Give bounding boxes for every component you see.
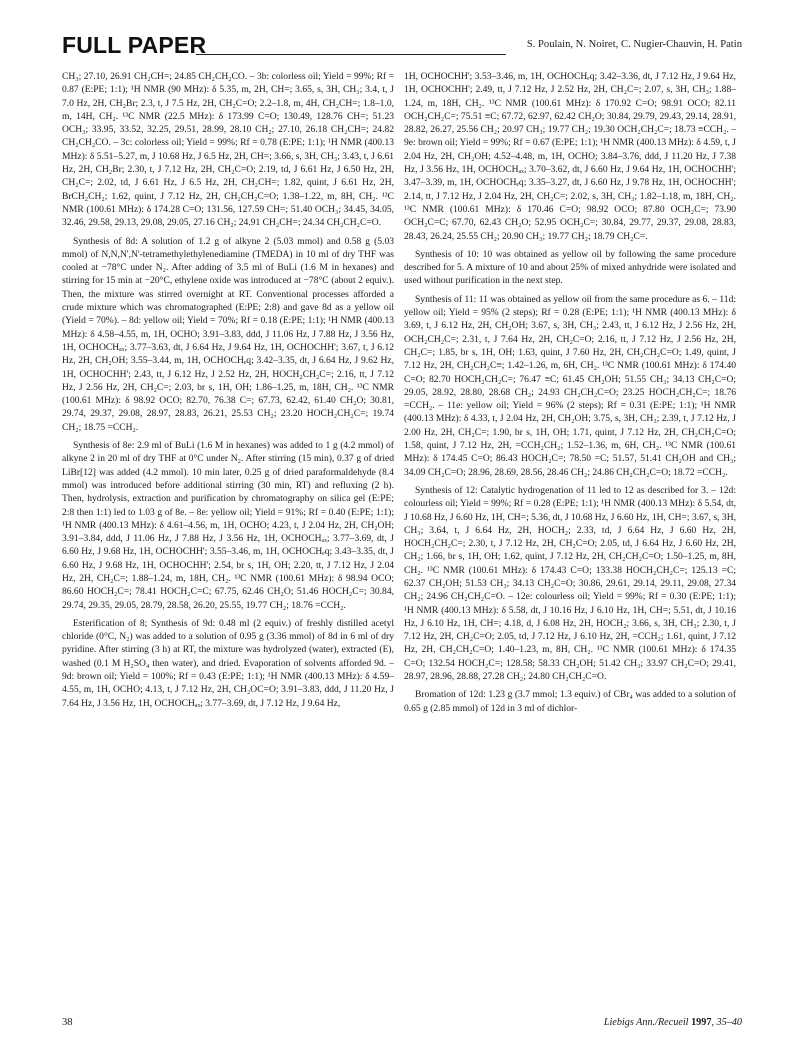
- right-column: [404, 70, 736, 1000]
- journal-year: 1997: [691, 1017, 712, 1028]
- paragraph: Synthesis of 8d: A solution of 1.2 g of alkyne 2 (5.03 mmol) and 0.58 g (5.03 mmol) of N,N,N',N'-tetramethylethylenediamine (TMEDA) in 10 ml of dry THF was cooled at −78°C under N₂. After adding of 3.5 ml of BuLi (1.6 M in hexanes) and stirring for 15 min at −20°C, ethylene oxide was introduced at −78°C (about 2 equiv.). Then, the mixture was stirred overnight at RT. Conventional processes afforded a crude mixture which was chromatographed (E:PE; 2:8) and gave 8d as a yellow oil (Yield = 70%). – 8d: yellow oil; Yield = 70%; Rf = 0.18 (E:PE; 1:1); ¹H NMR (400.13 MHz): δ 4.58–4.55, m, 1H, OCHO; 3.91–3.83, ddd, J 11.06 Hz, J 7.88 Hz, J 3.56 Hz, 1H, OCHOCHₐₓ; 3.77–3.63, dt, J 6.64 Hz, J 9.64 Hz, 1H, OCHOCHH'; 3.67, t, J 6.12 Hz, 2H, CH₂OH; 3.55–3.44, m, 1H, OCHOCHₑq; 3.42–3.35, dt, J 6.64 Hz, J 9.62 Hz, 1H, OCHOCHH'; 2.43, tt, J 6.12 Hz, J 2.52 Hz, 2H, HOCH₂CH₂C=; 2.16, tt, J 7.12 Hz, J 2.56 Hz, 2H, CH₂C=; 2.03, br s, 1H, OH; 1.86–1.25, m, 18H, CH₂. ¹³C NMR (100.61 MHz): δ 98.92 OCO; 82.70, 76.38 C=; 67.73, 62.42, 61.40 CH₂O; 30.81, 29.74, 29.37, 29.08, 28.97, 28.83, 26.21, 25.53 CH₂; 23.20 HOCH₂CH₂C=; 19.74 CH₂; 18.75 =CCH₂.: [62, 235, 394, 433]
- page-header: [62, 32, 742, 62]
- left-column: [62, 70, 394, 1000]
- paragraph: Synthesis of 10: 10 was obtained as yellow oil by following the same procedure described for 5. A mixture of 10 and about 25% of mixed anhydride were isolated and used without purification in the next step.: [404, 248, 736, 287]
- journal-name: Liebigs Ann./Recueil: [603, 1017, 689, 1028]
- paragraph: Synthesis of 8e: 2.9 ml of BuLi (1.6 M in hexanes) was added to 1 g (4.2 mmol) of alkyne 2 in 20 ml of dry THF at 0°C under N₂. After stirring (15 min), 0.37 g of dried LiBr[12] was added (4.2 mmol). 10 min later, 0.25 g of dried paraformaldehyde (8.4 mmol) was introduced before additional stirring (30 min, RT) and refluxing (2 h). Then, hydrolysis, extraction and purification by chromatography on silica gel (E:PE; 2:8 then 1:1) led to 1.03 g of 8e. – 8e: yellow oil; Yield = 91%; Rf = 0.40 (E:PE; 1:1); ¹H NMR (400.13 MHz): δ 4.61–4.56, m, 1H, OCHO; 4.23, t, J 2.04 Hz, 2H, CH₂OH; 3.91–3.84, ddd, J 11.06 Hz, J 7.88 Hz, J 3.56 Hz, 1H, OCHOCHₐₓ; 3.77–3.69, dt, J 6.60 Hz, J 9.68 Hz, 1H, OCHOCHH'; 3.55–3.46, m, 1H, OCHOCHₑq; 3.43–3.35, dt, J 6.60 Hz, J 9.68 Hz, 1H, OCHOCHH'; 2.54, br s, 1H, OH; 2.20, tt, J 7.12 Hz, J 2.04 Hz, 2H, CH₂C=; 1.88–1.24, m, 18H, CH₂. ¹³C NMR (100.61 MHz): δ 98.94 OCO; 86.60 HOCH₂C=; 78.41 HOCH₂C=C; 67.75, 62.46 CH₂O; 51.46 HOCH₂C=; 30.84, 29.74, 29.35, 29.05, 28.79, 28.58, 26.20, 25.55, 19.77 CH₂; 18.76 =CCH₂.: [62, 440, 394, 611]
- section-title: FULL PAPER: [62, 32, 207, 58]
- paragraph: Bromation of 12d: 1.23 g (3.7 mmol; 1.3 equiv.) of CBr₄ was added to a solution of 0.65 g (2.85 mmol) of 12d in 3 ml of dichlor-: [404, 689, 736, 714]
- header-rule: [196, 54, 506, 55]
- header-authors: S. Poulain, N. Noiret, C. Nugier-Chauvin, H. Patin: [526, 39, 742, 50]
- paragraph: 1H, OCHOCHH'; 3.53–3.46, m, 1H, OCHOCHₑq; 3.42–3.36, dt, J 7.12 Hz, J 9.64 Hz, 1H, OCHOCHH'; 2.49, tt, J 7.12 Hz, J 2.52 Hz, 2H, CH₂C=; 2.07, s, 3H, CH₃; 1.88–1.24, m, 18H, CH₂. ¹³C NMR (100.61 MHz): δ 170.92 C=O; 98.91 OCO; 82.11 OCH₂CH₂C=; 75.51 ≡C; 67.72, 62.97, 62.42 CH₂O; 30.84, 29.79, 29.43, 29.14, 28.91, 28.82, 26.27, 25.56 CH₂; 20.97 CH₃; 19.77 CH₂; 19.30 OCH₂CH₂C=; 18.73 ≡CCH₂. – 9e: brown oil; Yield = 99%; Rf = 0.67 (E:PE; 1:1); ¹H NMR (400.13 MHz): δ 4.59, t, J 2.04 Hz, 2H, CH₂OH; 4.52–4.48, m, 1H, OCHO; 3.84–3.76, ddd, J 11.20 Hz, J 7.38 Hz, J 3.56 Hz, 1H, OCHOCHₐₓ; 3.70–3.62, dt, J 6.60 Hz, J 9.64 Hz, 1H, OCHOCHH'; 3.47–3.39, m, 1H, OCHOCHₑq; 3.35–3.27, dt, J 6.60 Hz, J 9.78 Hz, 1H, OCHOCHH'; 2.14, tt, J 7.12 Hz, J 2.04 Hz, 2H, CH₂C=; 2.02, s, 3H, CH₃; 1.82–1.18, m, 18H, CH₂. ¹³C NMR (100.61 MHz): δ 170.46 C=O; 98.92 OCO; 87.80 OCH₂C=; 73.90 OCH₂C=C; 67.70, 62.43 CH₂O; 52.95 OCH₂C=; 30.84, 29.77, 29.37, 29.08, 28.83, 28.43, 26.24, 25.55 CH₂; 20.90 CH₃; 19.77 CH₂; 18.79 CH₂C=.: [404, 71, 736, 242]
- paragraph: CH₃; 27.10, 26.91 CH₂CH=; 24.85 CH₂CH₂CO. – 3b: colorless oil; Yield = 99%; Rf = 0.87 (E:PE; 1:1); ¹H NMR (90 MHz): δ 5.35, m, 2H, CH=; 3.65, s, 3H, CH₃; 3.4, t, J 7.0 Hz, 2H, CH₂Br; 2.3, t, J 7.5 Hz, 2H, CH₂C=O; 2.2–1.8, m, 4H, CH₂CH=; 1.8–1.0, m, 14H, CH₂. ¹³C NMR (22.5 MHz): δ 173.99 C=O; 130.49, 128.76 CH=; 51.23 OCH₃; 33.95, 33.52, 32.25, 29.51, 28.99, 28.10 CH₂; 27.10, 26.18 CH₂CH=; 24.82 CH₂CH₂CO. – 3c: colorless oil; Yield = 99%; Rf = 0.78 (E:PE; 1:1); ¹H NMR (400.13 MHz): δ 5.51–5.27, m, J 10.68 Hz, J 6.5 Hz, 2H, CH=; 3.66, s, 3H, CH₃; 3.43, t, J 6.61 Hz, 2H, CH₂Br; 2.30, t, J 7.12 Hz, 2H, CH₂C=O; 2.19, td, J 6.61 Hz, J 6.50 Hz, 2H, CH₂C=; 2.02, td, J 6.61 Hz, J 6.5 Hz, 2H, CH₂CH=; 1.82, quint, J 6.61 Hz, 2H, BrCH₂CH₂; 1.62, quint, J 7.12 Hz, 2H, CH₂CH₂C=O; 1.38–1.22, m, 8H, CH₂. ¹³C NMR (100.61 MHz): δ 174.28 C=O; 131.56, 127.59 CH=; 51.40 OCH₃; 34.45, 34.05, 32.46, 29.58, 29.13, 29.08, 29.05, 27.16 CH₂; 24.91 CH₂CH=; 24.34 CH₂CH₂C=O.: [62, 71, 394, 229]
- paragraph: Synthesis of 12: Catalytic hydrogenation of 11 led to 12 as described for 3. – 12d: colourless oil; Yield = 99%; Rf = 0.28 (E:PE; 1:1); ¹H NMR (400.13 MHz): δ 5.54, dt, J 10.68 Hz, J 6.60 Hz, 1H, CH=; 5.36, dt, J 10.68 Hz, J 6.60 Hz, 1H, CH=; 3.67, s, 3H, CH₃; 3.64, t, J 6.64 Hz, 2H, HOCH₂; 2.33, td, J 6.64 Hz, J 6.60 Hz, 2H, HOCH₂CH₂C=; 2.30, t, J 7.12 Hz, 2H, CH₂C=O; 2.05, td, J 6.64 Hz, J 6.60 Hz, 2H, CH₂; 1.66, br s, 1H, OH; 1.62, quint, J 7.12 Hz, 2H, CH₂CH₂C=O; 1.50–1.25, m, 8H, CH₂. ¹³C NMR (100.61 MHz): δ 174.43 C=O; 133.38 HOCH₂CH₂C=; 125.13 =C; 62.37 CH₂OH; 51.53 CH₃; 34.13 CH₂C=O; 30.86, 29.61, 29.14, 29.11, 29.08, 27.34 CH₂; 24.96 CH₂CH₂C=O. – 12e: colourless oil; Yield = 99%; Rf = 0.30 (E:PE; 1:1); ¹H NMR (400.13 MHz): δ 5.58, dt, J 10.16 Hz, J 6.10 Hz, 1H, CH=; 5.51, dt, J 10.16 Hz, J 6.10 Hz, 1H, CH=; 4.18, d, J 6.08 Hz, 2H, HOCH₂; 3.66, s, 3H, CH₃; 2.30, t, J 7.12 Hz, 2H, CH₂C=O; 2.05, td, J 7.12 Hz, J 6.10 Hz, 2H, =CCH₂; 1.61, quint, J 7.12 Hz, 2H, CH₂CH₂C=O; 1.40–1.23, m, 8H, CH₂. ¹³C NMR (100.61 MHz): δ 174.35 C=O; 132.54 HOCH₂C=; 128.58; 58.33 CH₂OH; 51.42 CH₃; 33.97 CH₂C=O; 29.41, 28.97, 28.96, 28.88, 27.28 CH₂; 24.80 CH₂CH₂C=O.: [404, 484, 736, 683]
- paragraph: Esterification of 8; Synthesis of 9d: 0.48 ml (2 equiv.) of freshly distilled acetyl chloride (0°C, N₂) was added to a solution of 0.95 g (3.36 mmol) of 8d in 6 ml of dry pyridine. After stirring (3 h) at RT, the mixture was hydrolyzed (water), extracted (E), washed (0.1 M H₂SO₄ then water), and dried. Evaporation of solvents afforded 9d. – 9d: brown oil; Yield = 100%; Rf = 0.43 (E:PE; 1:1); ¹H NMR (400.13 MHz): δ 4.59–4.55, m, 1H, OCHO; 4.13, t, J 7.12 Hz, 2H, CH₂OC=O; 3.91–3.83, ddd, J 11.20 Hz, J 7.64 Hz, J 3.56 Hz, 1H, OCHOCHₐₓ; 3.77–3.69, dt, J 7.12 Hz, J 9.64 Hz,: [62, 617, 394, 709]
- journal-citation: [604, 1017, 742, 1028]
- journal-pages: , 35–40: [711, 1017, 742, 1028]
- page-number: 38: [62, 1017, 73, 1028]
- paragraph: Synthesis of 11: 11 was obtained as yellow oil from the same procedure as 6. – 11d: yellow oil; Yield = 95% (2 steps); Rf = 0.28 (E:PE; 1:1); ¹H NMR (400.13 MHz): δ 3.69, t, J 6.12 Hz, 2H, CH₂OH; 3.67, s, 3H, CH₃; 2.43, tt, J 6.12 Hz, J 2.56 Hz, 2H, OCH₂CH₂C=; 2.31, t, J 7.64 Hz, 2H, CH₂C=O; 2.16, tt, J 7.12 Hz, J 2.56 Hz, 2H, CH₂C=; 1.85, br s, 1H, OH; 1.63, quint, J 7.60 Hz, 2H, CH₂CH₂C=O; 1.49, quint, J 7.12 Hz, 2H, CH₂CH₂C≡; 1.42–1.26, m, 6H, CH₂. ¹³C NMR (100.61 MHz): δ 174.40 C=O; 82.70 HOCH₂CH₂C=; 76.47 ≡C; 61.45 CH₂OH; 51.55 CH₃; 34.13 CH₂C=O; 29.05, 28.92, 28.80, 28.68 CH₂; 24.93 CH₂CH₂C=O; 23.25 HOCH₂CH₂C=; 18.76 =CCH₂. – 11e: yellow oil; Yield = 96% (2 steps); Rf = 0.31 (E:PE; 1:1); ¹H NMR (400.13 MHz): δ 4.33, t, J 2.04 Hz, 2H, CH₂OH; 3.75, s, 3H, CH₃; 2.39, t, J 7.12 Hz, J 2.00 Hz, 2H, CH₂C=; 1.90, br s, 1H, OH; 1.71, quint, J 7.12 Hz, 2H, CH₂CH₂C=O; 1.58, quint, J 7.12 Hz, 2H, =CCH₂CH₂; 1.52–1.36, m, 6H, CH₂. ¹³C NMR (100.61 MHz): δ 174.45 C=O; 86.43 HOCH₂C=; 78.50 =C; 51.57, 51.41 CH₂OH and CH₃; 34.09 CH₂C=O; 28.96, 28.69, 28.56, 28.46 CH₂; 24.86 CH₂CH₂C=O; 18.72 =CCH₂.: [404, 293, 736, 478]
